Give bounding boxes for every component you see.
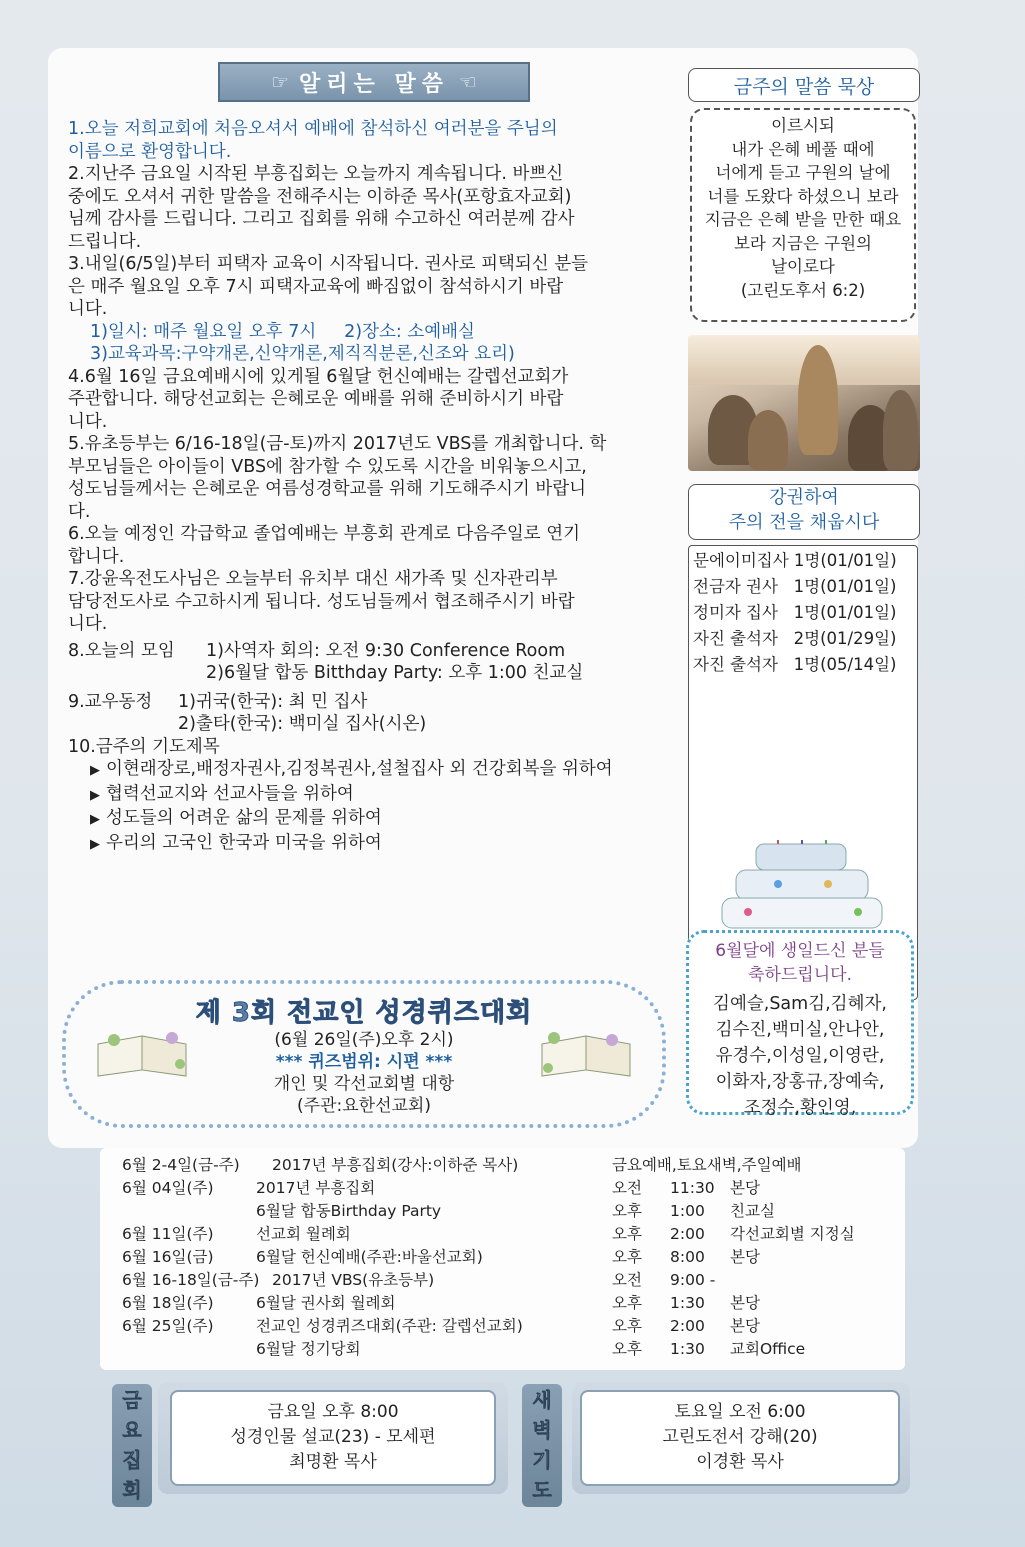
announcement-9: 9.교우동정 1)귀국(한국): 최 민 집사 bbox=[68, 691, 368, 712]
open-bible-icon bbox=[538, 1014, 634, 1084]
announcement-4: 4.6월 16일 금요예배시에 있게될 6월달 헌신예배는 갈렙선교회가 bbox=[68, 366, 569, 387]
list-item: 전금자 권사 1명(01/01일) bbox=[693, 577, 897, 596]
triangle-bullet-icon: ▶ bbox=[90, 812, 100, 827]
pointing-hand-left-icon: ☜ bbox=[458, 70, 477, 94]
dawn-prayer-box: 토요일 오전 6:00 고린도전서 강해(20) 이경환 목사 bbox=[580, 1390, 900, 1486]
announcement-6: 6.오늘 예정인 각급학교 졸업예배는 부흥회 관계로 다음주일로 연기 bbox=[68, 524, 581, 544]
friday-service-box: 금요일 오후 8:00 성경인물 설교(23) - 모세편 최명환 목사 bbox=[170, 1390, 496, 1486]
triangle-bullet-icon: ▶ bbox=[90, 836, 100, 852]
list-item: 정미자 집사 1명(01/01일) bbox=[693, 603, 897, 622]
list-item: 자진 출석자 2명(01/29일) bbox=[693, 629, 897, 648]
meditation-title: 금주의 말씀 묵상 bbox=[688, 68, 920, 102]
announcement-7: 7.강윤옥전도사님은 오늘부터 유치부 대신 새가족 및 신자관리부 bbox=[68, 569, 558, 589]
offering-title: 강권하여 주의 전을 채웁시다 bbox=[688, 484, 920, 540]
triangle-bullet-icon: ▶ bbox=[90, 763, 100, 778]
birthday-cake-image bbox=[718, 840, 886, 930]
sermon-on-mount-image bbox=[688, 335, 920, 471]
announcement-3: 3.내일(6/5일)부터 피택자 교육이 시작됩니다. 권사로 피택되신 분들 bbox=[68, 254, 589, 274]
prayer-item: ▶ 성도들의 어려운 삶의 문제를 위하여 bbox=[90, 808, 382, 828]
triangle-bullet-icon: ▶ bbox=[90, 787, 100, 803]
announcement-8: 8.오늘의 모임 1)사역자 회의: 오전 9:30 Conference Room bbox=[68, 640, 566, 661]
announcement-10: 10.금주의 기도제목 bbox=[68, 736, 220, 757]
announcements-body: 1.오늘 저희교회에 처음오셔서 예배에 참석하신 여러분을 주님의 이름으로 환영합니다. 2.지난주 금요일 시작된 부흥집회는 오늘까지 계속됩니다. 바쁘신 중에도 오셔서 귀한 말씀을 전해주시는 이하준 목사(포항효자교회) 님께 감사를 드립니다. 그리고 집회를 위해 수고하신 여러분께 감사 드립니다. 3.내일(6/5일)부터 피택자 교육이 시작됩니다. 권사로 피택되신 분들 은 매주 월요일 오후 7시 피택자교육에 빠짐없이 참석하시기 바랍 니다. 1)일시: 매주 월요일 오후 7시 2)장소: 소예배실 3)교육과목:구약개론,신약개론,제직직분론,신조와 요리) 4.6월 16일 금요예배시에 있게될 6월달 헌신예배는 갈렙선교회가 주관합니다. 해당선교회는 은혜로운 예배를 위해 준비하시기 바랍 니다. 5.유초등부는 6/16-18일(금-토)까지 2017년도 VBS를 개최합니다. 학 부모님들은 아이들이 VBS에 참가할 수 있도록 시간을 비워놓으시고, 성도님들께서는 은혜로운 여름성경학교를 위해 기도해주시기 바랍니 다. 6.오늘 예정인 각급학교 졸업예배는 부흥회 관계로 다음주일로 연기 합니다. 7.강윤옥전도사님은 오늘부터 유치부 대신 새가족 및 신자관리부 담당전도사로 수고하시게 됩니다. 성도님들께서 협조해주시기 바랍 니다. 8.오늘의 모임 1)사역자 회의: 오전 9:30 Conference Room 2)6월달 합동 Bitthday Party: 오후 1:00 친교실 9.교우동정 1)귀국(한국): 최 민 집사 2)출타(한국): 백미실 집사(시온) 10.금주의 기도제목 ▶ 이현래장로,배정자권사,김정복권사,설철집사 외 건강회복을 위하여 ▶ 협력선교지와 선교사들을 위하여 ▶ 성도들의 어려운 삶의 문제를 위하여 ▶ 우리의 고국인 한국과 미국을 위하여 bbox=[68, 118, 680, 856]
birthday-box: 6월달에 생일드신 분들 축하드립니다. 김예슬,Sam김,김혜자, 김수진,백미실,안나안, 유경수,이성일,이영란, 이화자,장홍규,장예숙, 조정수,황인영, bbox=[686, 930, 914, 1115]
open-bible-icon bbox=[94, 1014, 190, 1084]
pointing-hand-right-icon: ☞ bbox=[271, 70, 290, 94]
quiz-title: 제 3회 전교인 성경퀴즈대회 bbox=[195, 998, 533, 1028]
prayer-item: ▶ 이현래장로,배정자권사,김정복권사,설철집사 외 건강회복을 위하여 bbox=[90, 759, 613, 779]
list-item: 자진 출석자 1명(05/14일) bbox=[693, 655, 897, 674]
dawn-prayer-label: 새 벽 기 도 bbox=[522, 1384, 562, 1507]
announcement-2: 2.지난주 금요일 시작된 부흥집회는 오늘까지 계속됩니다. 바쁘신 bbox=[68, 164, 564, 184]
bible-quiz-notice: 제 3회 전교인 성경퀴즈대회 (6월 26일(주)오후 2시) *** 퀴즈범위: 시편 *** 개인 및 각선교회별 대항 (주관:요한선교회) bbox=[62, 980, 666, 1128]
friday-service-label: 금 요 집 회 bbox=[112, 1384, 152, 1507]
announcement-5: 5.유초등부는 6/16-18일(금-토)까지 2017년도 VBS를 개최합니다. 학 bbox=[68, 434, 607, 454]
prayer-item: ▶ 우리의 고국인 한국과 미국을 위하여 bbox=[90, 832, 382, 853]
prayer-item: ▶ 협력선교지와 선교사들을 위하여 bbox=[90, 783, 354, 804]
announcement-1: 1.오늘 저희교회에 처음오셔서 예배에 참석하신 여러분을 주님의 bbox=[68, 119, 558, 139]
list-item: 문에이미집사 1명(01/01일) bbox=[693, 551, 897, 570]
meditation-verse: 이르시되 내가 은혜 베풀 때에 너에게 듣고 구원의 날에 너를 도왔다 하셨으니 보라 지금은 은혜 받을 만한 때요 보라 지금은 구원의 날이로다 (고린도후서 6:2) bbox=[690, 108, 916, 322]
announcements-title: ☞ 알리는 말씀 ☜ bbox=[218, 62, 530, 102]
